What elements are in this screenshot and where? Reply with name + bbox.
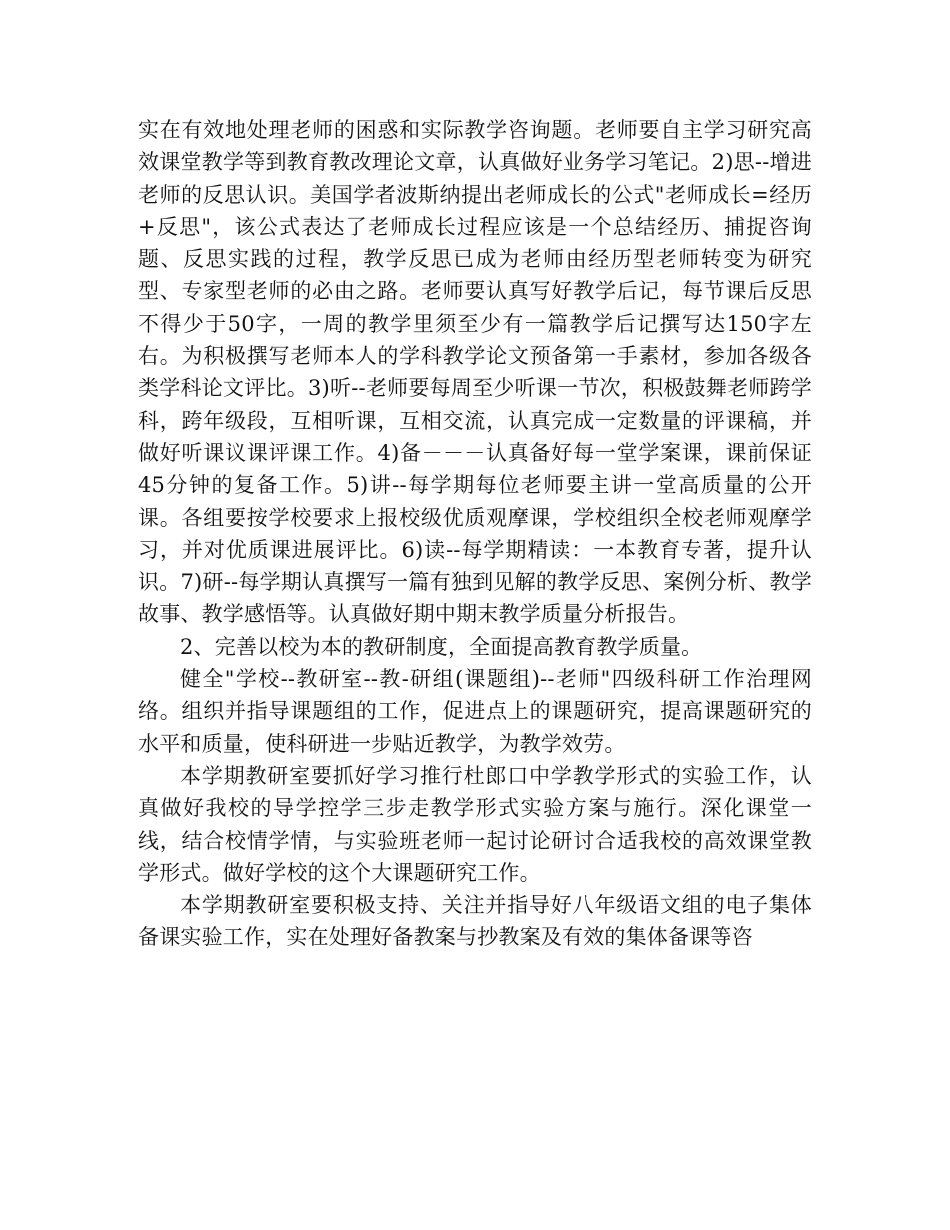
paragraph-research-network: 健全"学校--教研室--教-研组(课题组)--老师"四级科研工作治理网络。组织并指导课题组的工作，促进点上的课题研究，提高课题研究的水平和质量，使科研进一步贴近教学，为教学效劳。 [138, 667, 812, 756]
document-body [138, 114, 812, 954]
paragraph-teaching-model: 本学期教研室要抓好学习推行杜郎口中学教学形式的实验工作，认真做好我校的导学控学三步走教学形式实验方案与施行。深化课堂一线，结合校情学情，与实验班老师一起讨论研讨合适我校的高效课堂教学形式。做好学校的这个大课题研究工作。 [138, 763, 812, 885]
paragraph-continuation: 实在有效地处理老师的困惑和实际教学咨询题。老师要自主学习研究高效课堂教学等到教育教改理论文章，认真做好业务学习笔记。2)思--增进老师的反思认识。美国学者波斯纳提出老师成长的公式"老师成长=经历+反思"，该公式表达了老师成长过程应该是一个总结经历、捕捉咨询题、反思实践的过程，教学反思已成为老师由经历型老师转变为研究型、专家型老师的必由之路。老师要认真写好教学后记，每节课后反思不得少于50字，一周的教学里须至少有一篇教学后记撰写达150字左右。为积极撰写老师本人的学科教学论文预备第一手素材，参加各级各类学科论文评比。3)听--老师要每周至少听课一节次，积极鼓舞老师跨学科，跨年级段，互相听课，互相交流，认真完成一定数量的评课稿，并做好听课议课评课工作。4)备－－－认真备好每一堂学案课，课前保证45分钟的复备工作。5)讲--每学期每位老师要主讲一堂高质量的公开课。各组要按学校要求上报校级优质观摩课，学校组织全校老师观摩学习，并对优质课进展评比。6)读--每学期精读：一本教育专著，提升认识。7)研--每学期认真撰写一篇有独到见解的教学反思、案例分析、教学故事、教学感悟等。认真做好期中期末教学质量分析报告。 [138, 118, 812, 627]
paragraph-collective-planning: 本学期教研室要积极支持、关注并指导好八年级语文组的电子集体备课实验工作，实在处理好备教案与抄教案及有效的集体备课等咨 [138, 893, 812, 950]
paragraph-heading-2: 2、完善以校为本的教研制度，全面提高教育教学质量。 [180, 634, 703, 659]
